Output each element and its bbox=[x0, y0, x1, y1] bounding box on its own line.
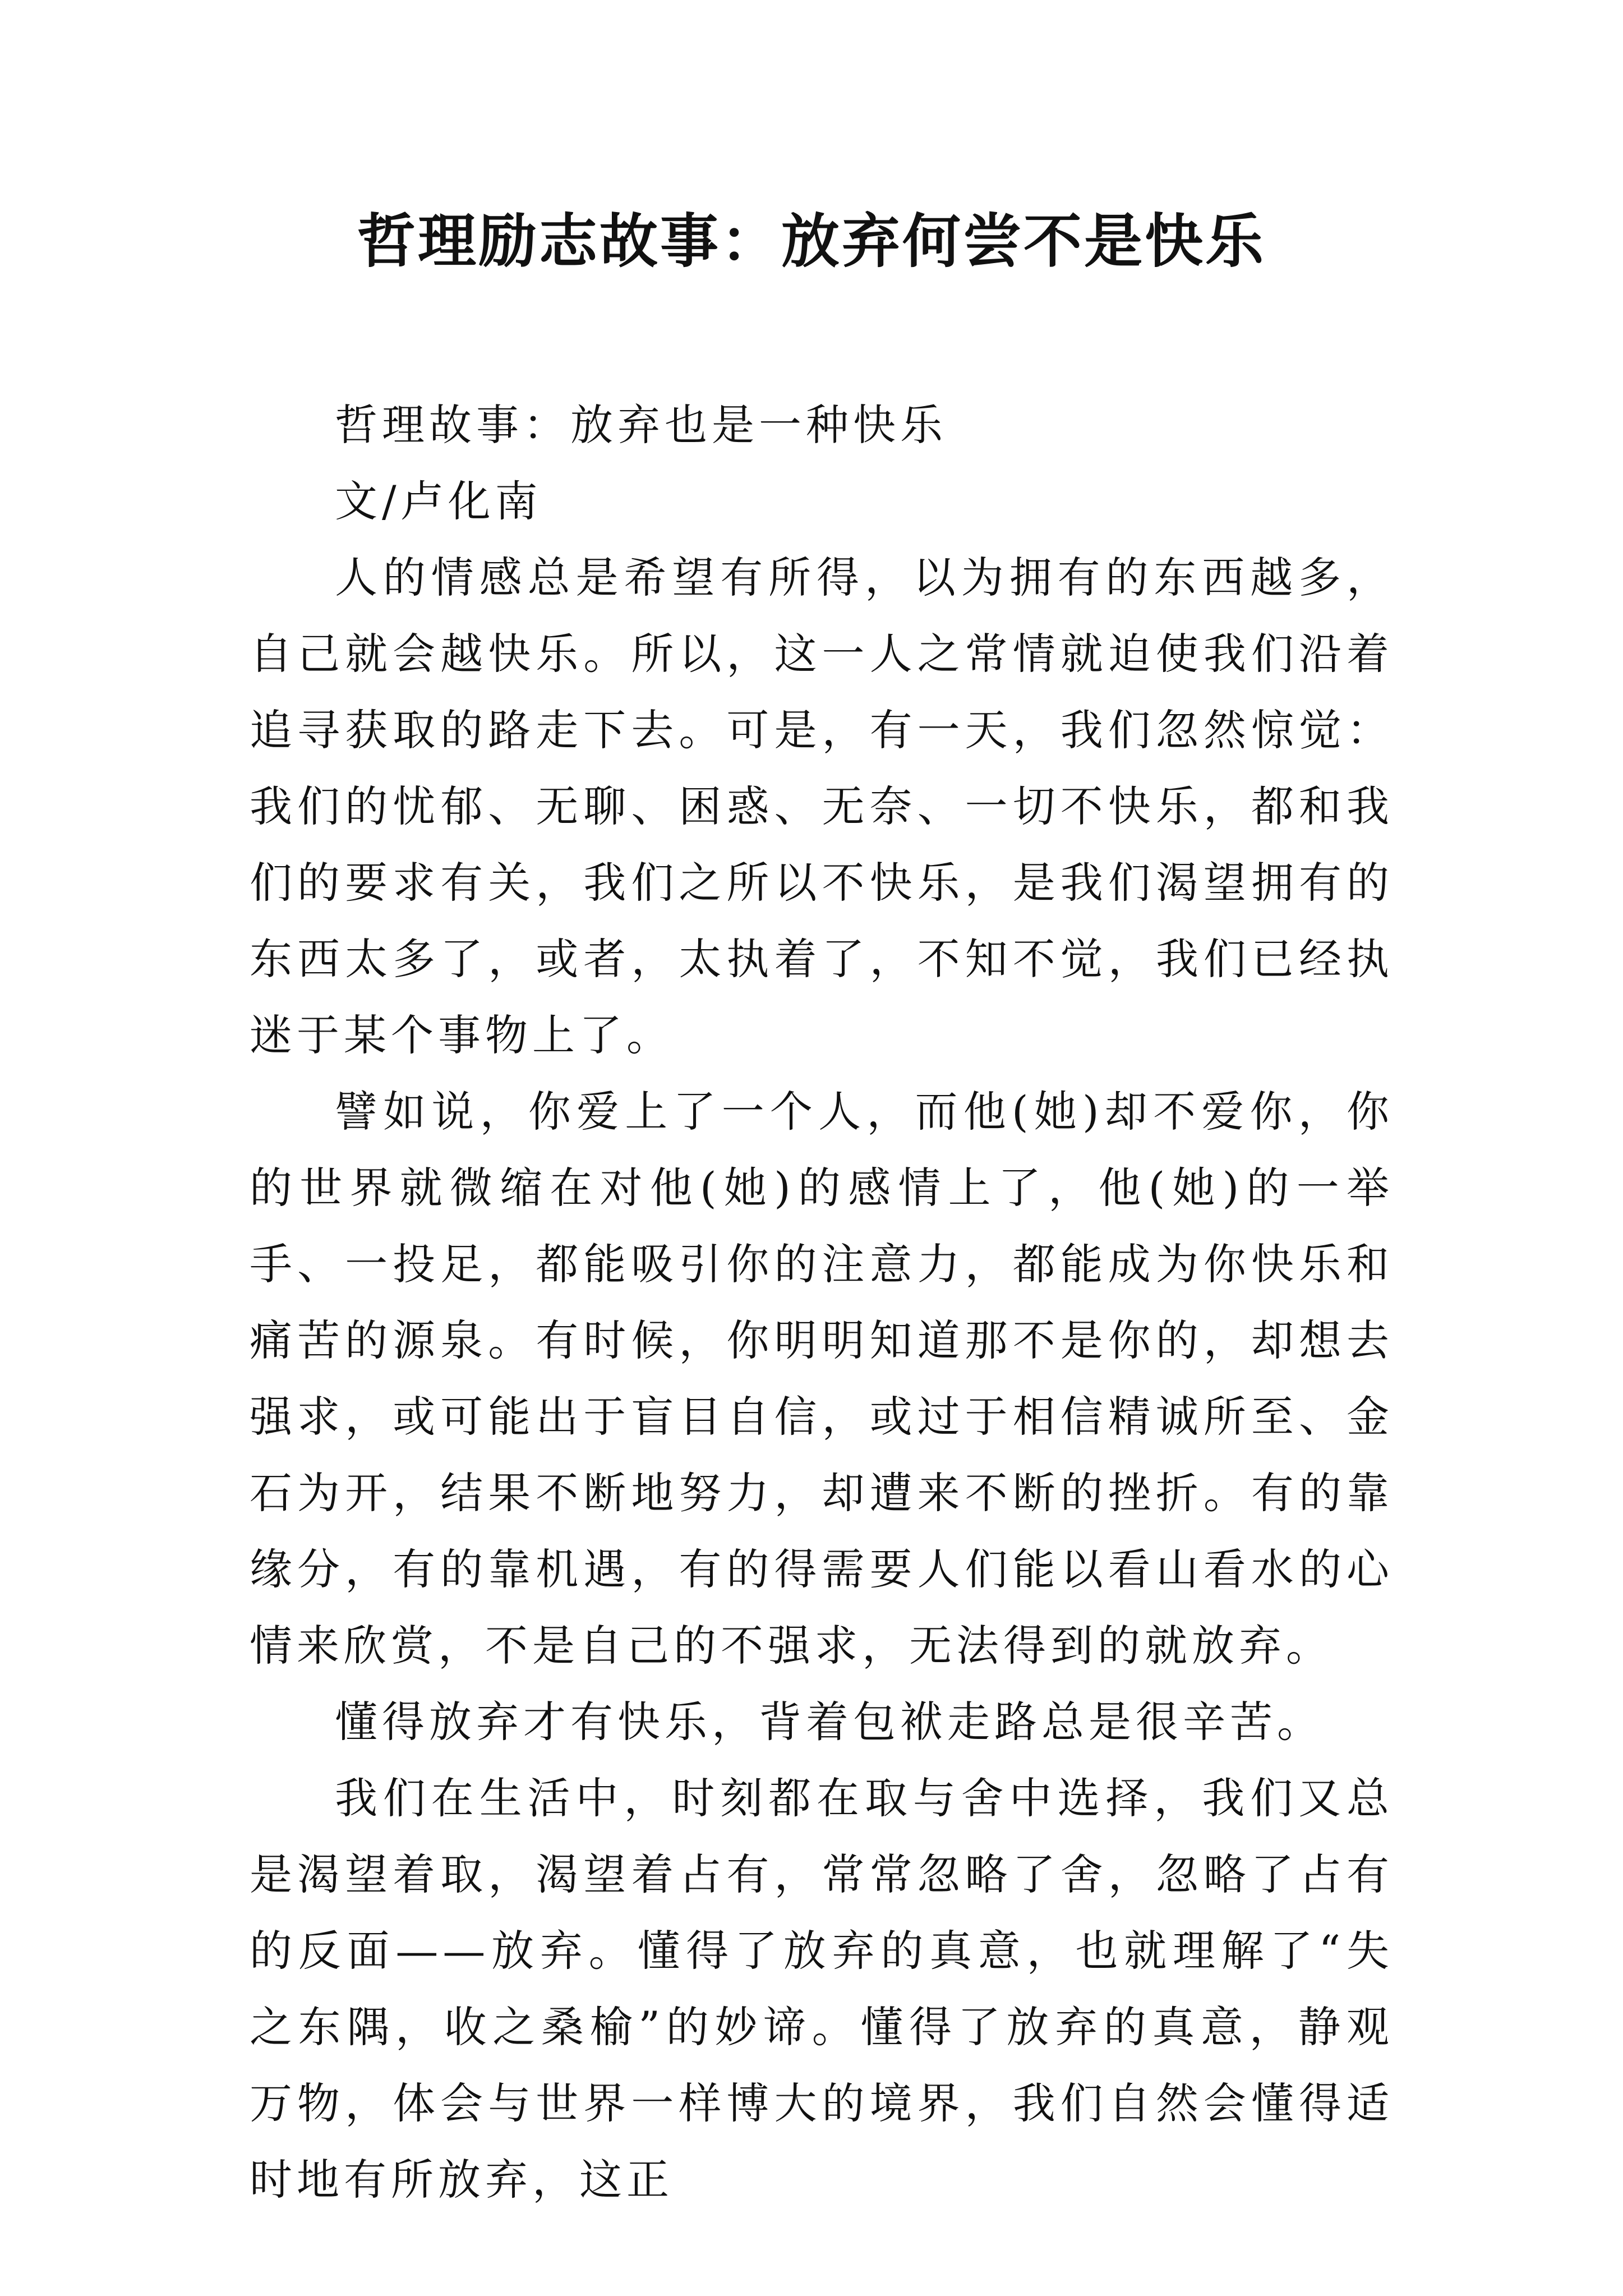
body-paragraph: 人的情感总是希望有所得，以为拥有的东西越多，自己就会越快乐。所以，这一人之常情就迫使我们沿着追寻获取的路走下去。可是，有一天，我们忽然惊觉：我们的忧郁、无聊、困惑、无奈、一切不快乐，都和我们的要求有关，我们之所以不快乐，是我们渴望拥有的东西太多了，或者，太执着了，不知不觉，我们已经执迷于某个事物上了。 bbox=[250, 553, 1394, 1060]
body-paragraph: 譬如说，你爱上了一个人，而他(她)却不爱你，你的世界就微缩在对他(她)的感情上了，他(她)的一举手、一投足，都能吸引你的注意力，都能成为你快乐和痛苦的源泉。有时候，你明明知道那不是你的，却想去强求，或可能出于盲目自信，或过于相信精诚所至、金石为开，结果不断地努力，却遭来不断的挫折。有的靠缘分，有的靠机遇，有的得需要人们能以看山看水的心情来欣赏，不是自己的不强求，无法得到的就放弃。 bbox=[250, 1087, 1394, 1671]
subtitle-paragraph: 哲理故事：放弃也是一种快乐 bbox=[335, 400, 947, 450]
author-line: 文/卢化南 bbox=[335, 476, 542, 526]
body-paragraph: 懂得放弃才有快乐，背着包袱走路总是很辛苦。 bbox=[335, 1697, 1324, 1747]
body-paragraph: 我们在生活中，时刻都在取与舍中选择，我们又总是渴望着取，渴望着占有，常常忽略了舍，忽略了占有的反面——放弃。懂得了放弃的真意，也就理解了“失之东隅，收之桑榆”的妙谛。懂得了放弃的真意，静观万物，体会与世界一样博大的境界，我们自然会懂得适时地有所放弃，这正 bbox=[250, 1773, 1394, 2205]
document-body bbox=[250, 387, 1394, 2218]
document-title: 哲理励志故事：放弃何尝不是快乐 bbox=[357, 206, 1266, 275]
